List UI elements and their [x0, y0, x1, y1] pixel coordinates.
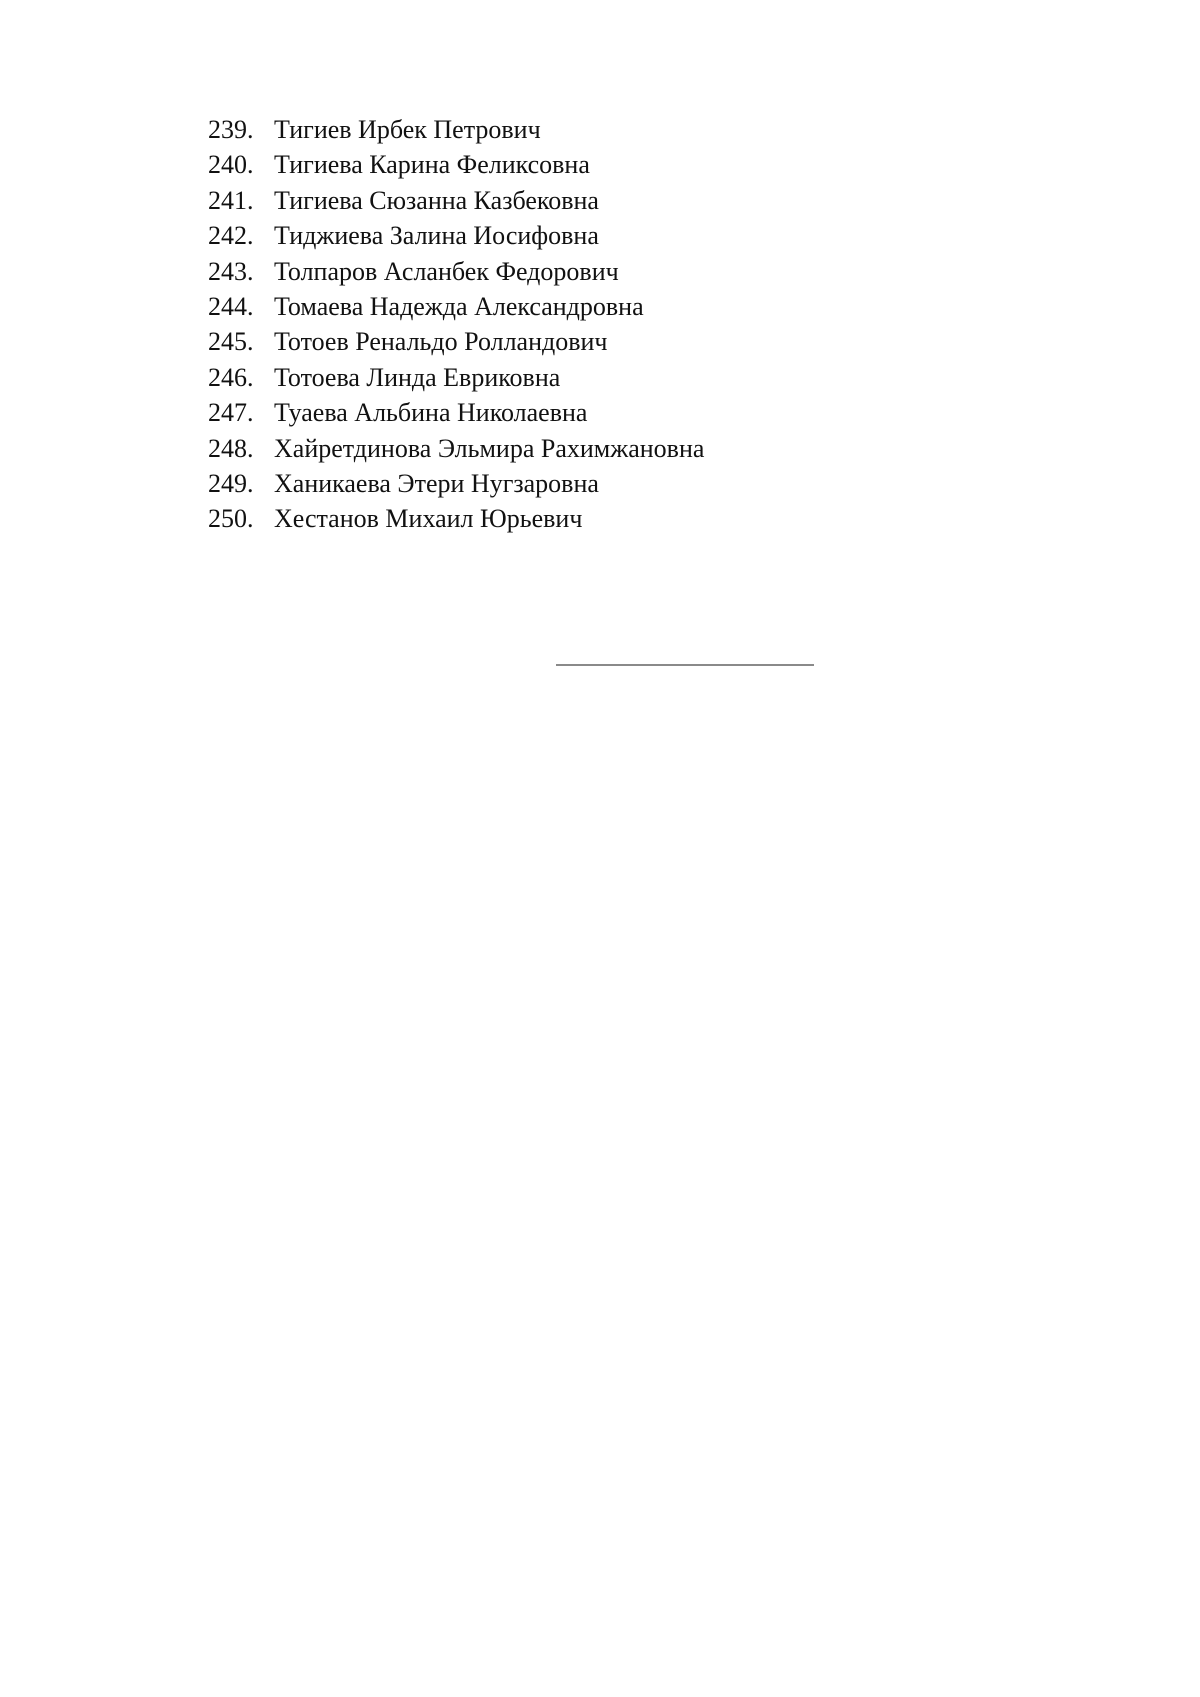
list-item — [208, 395, 704, 430]
entry-number: 245. — [208, 327, 254, 357]
entry-name: Тигиев Ирбек Петрович — [274, 115, 541, 144]
entry-name: Тотоев Ренальдо Ролландович — [274, 327, 608, 357]
list-item — [208, 147, 704, 182]
list-item — [208, 218, 704, 253]
entry-name: Хестанов Михаил Юрьевич — [274, 504, 583, 534]
entry-number: 244. — [208, 291, 254, 321]
name-list — [208, 112, 704, 537]
entry-number: 249. — [208, 468, 254, 498]
list-item — [208, 254, 704, 289]
list-item — [208, 466, 704, 501]
entry-name: Тиджиева Залина Иосифовна — [274, 221, 599, 251]
list-item — [208, 431, 704, 466]
entry-name: Тигиева Карина Феликсовна — [274, 150, 590, 180]
list-item — [208, 289, 704, 324]
entry-name: Томаева Надежда Александровна — [274, 291, 644, 321]
entry-number: 242. — [208, 221, 254, 251]
entry-name: Хайретдинова Эльмира Рахимжановна — [274, 433, 705, 463]
entry-name: Толпаров Асланбек Федорович — [274, 256, 619, 286]
entry-name: Ханикаева Этери Нугзаровна — [274, 468, 599, 498]
entry-name: Тотоева Линда Евриковна — [274, 362, 561, 392]
entry-number: 241. — [208, 185, 254, 215]
entry-number: 243. — [208, 256, 254, 286]
entry-number: 239. — [208, 115, 254, 144]
entry-number: 240. — [208, 150, 254, 180]
divider-line — [556, 664, 814, 666]
entry-name: Туаева Альбина Николаевна — [274, 398, 588, 428]
entry-name: Тигиева Сюзанна Казбековна — [274, 185, 599, 215]
entry-number: 246. — [208, 362, 254, 392]
list-item — [208, 501, 704, 536]
list-item — [208, 112, 704, 147]
list-item — [208, 183, 704, 218]
list-item — [208, 324, 704, 359]
entry-number: 248. — [208, 433, 254, 463]
entry-number: 247. — [208, 398, 254, 428]
list-item — [208, 360, 704, 395]
entry-number: 250. — [208, 504, 254, 534]
